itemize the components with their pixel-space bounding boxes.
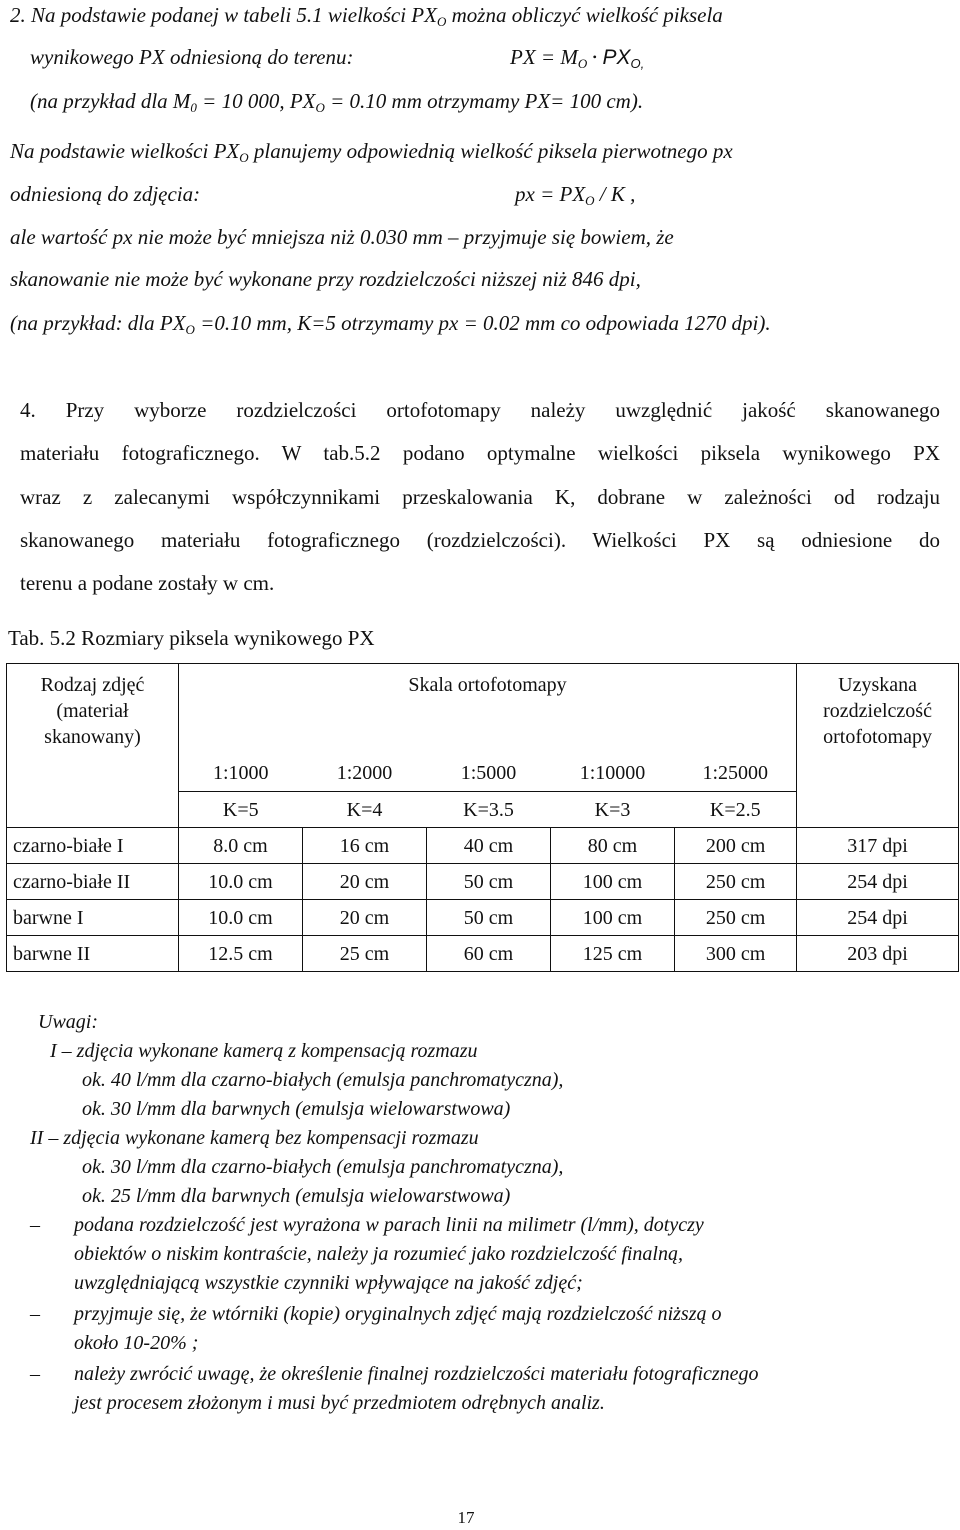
subscript: O (585, 193, 595, 208)
header-row (7, 664, 959, 756)
empty-cell (7, 792, 179, 828)
resolution-cell: 203 dpi (797, 936, 959, 972)
note-item-2b: ok. 25 l/mm dla barwnych (emulsja wielowarstwowa) (82, 1185, 511, 1207)
value-cell: 50 cm (427, 864, 551, 900)
scale-cell: 1:2000 (303, 756, 427, 792)
para2-line4 (10, 266, 641, 292)
value-cell: 250 cm (675, 900, 797, 936)
bullet-2-line: około 10-20% ; (74, 1332, 199, 1354)
note-item-1b: ok. 30 l/mm dla barwnych (emulsja wielowarstwowa) (82, 1098, 511, 1120)
note-item-2: II – zdjęcia wykonane kamerą bez kompensacji rozmazu (30, 1127, 479, 1149)
table-row (7, 828, 959, 864)
text: = 0.10 mm otrzymamy PX= 100 cm). (324, 89, 644, 113)
text: ale wartość px nie może być mniejsza niż 0.030 mm – przyjmuje się bowiem, że (10, 225, 674, 249)
resolution-cell: 317 dpi (797, 828, 959, 864)
text: =0.10 mm, K=5 otrzymamy px = 0.02 mm co odpowiada 1270 dpi). (194, 311, 771, 335)
para3-line4: skanowanego materiału fotograficznego (rozdzielczości). Wielkości PX są odniesione do (20, 528, 940, 552)
k-row (7, 792, 959, 828)
scale-row (7, 756, 959, 792)
value-cell: 10.0 cm (179, 900, 303, 936)
value-cell: 20 cm (303, 864, 427, 900)
header-resolution: Uzyskana rozdzielczość ortofotomapy (797, 664, 959, 756)
scale-cell: 1:5000 (427, 756, 551, 792)
text: PX = M (510, 45, 578, 69)
resolution-cell: 254 dpi (797, 900, 959, 936)
empty-cell (7, 756, 179, 792)
text: PX (596, 46, 631, 69)
para1-line3 (30, 88, 643, 114)
value-cell: 300 cm (675, 936, 797, 972)
value-cell: 50 cm (427, 900, 551, 936)
bullet-1-line: obiektów o niskim kontraście, należy ja rozumieć jako rozdzielczość finalną, (74, 1243, 683, 1265)
subscript: 0 (190, 100, 197, 115)
scale-cell: 1:10000 (551, 756, 675, 792)
text: (na przykład dla M (30, 89, 191, 113)
para3-line1: 4. Przy wyborze rozdzielczości ortofotomapy należy uwzględnić jakość skanowanego (20, 398, 940, 422)
dash-bullet: – (30, 1363, 40, 1385)
header-scale: Skala ortofotomapy (179, 664, 797, 756)
page-number: 17 (457, 1508, 475, 1527)
pixel-size-table (6, 663, 959, 972)
text: skanowanie nie może być wykonane przy rozdzielczości niższej niż 846 dpi, (10, 267, 641, 291)
text: 2. Na podstawie podanej w tabeli 5.1 wielkości PX (10, 3, 437, 27)
k-cell: K=3.5 (427, 792, 551, 828)
empty-cell (797, 792, 959, 828)
value-cell: 12.5 cm (179, 936, 303, 972)
row-type: czarno-białe I (7, 828, 179, 864)
row-type: czarno-białe II (7, 864, 179, 900)
para2-line2 (10, 181, 200, 207)
formula-px-small (515, 181, 635, 207)
subscript: O (315, 100, 325, 115)
para2-line3 (10, 224, 674, 250)
value-cell: 25 cm (303, 936, 427, 972)
para2-line1 (10, 138, 733, 164)
subscript: O (239, 150, 249, 165)
bullet-1-line: podana rozdzielczość jest wyrażona w parach linii na milimetr (l/mm), dotyczy (74, 1214, 704, 1236)
k-cell: K=4 (303, 792, 427, 828)
text: / K , (594, 182, 636, 206)
value-cell: 20 cm (303, 900, 427, 936)
scale-cell: 1:1000 (179, 756, 303, 792)
subscript: O (185, 322, 195, 337)
value-cell: 40 cm (427, 828, 551, 864)
bullet-1-line: uwzględniającą wszystkie czynniki wpływające na jakość zdjęć; (74, 1272, 583, 1294)
text: Na podstawie wielkości PX (10, 139, 240, 163)
note-item-1a: ok. 40 l/mm dla czarno-białych (emulsja panchromatyczna), (82, 1069, 564, 1091)
value-cell: 10.0 cm (179, 864, 303, 900)
text: px = PX (515, 182, 586, 206)
value-cell: 8.0 cm (179, 828, 303, 864)
para1-line1 (10, 2, 723, 28)
table-row (7, 864, 959, 900)
text: planujemy odpowiednią wielkość piksela pierwotnego px (248, 139, 733, 163)
subscript: O (436, 14, 447, 29)
value-cell: 100 cm (551, 864, 675, 900)
para1-line2 (30, 44, 354, 70)
para3-line2: materiału fotograficznego. W tab.5.2 podano optymalne wielkości piksela wynikowego PX (20, 441, 940, 465)
row-type: barwne I (7, 900, 179, 936)
value-cell: 200 cm (675, 828, 797, 864)
k-cell: K=3 (551, 792, 675, 828)
para3-line5: terenu a podane zostały w cm. (20, 571, 275, 595)
value-cell: 80 cm (551, 828, 675, 864)
value-cell: 100 cm (551, 900, 675, 936)
text: wynikowego PX odniesioną do terenu: (30, 45, 354, 69)
text: = 10 000, PX (196, 89, 316, 113)
dash-bullet: – (30, 1303, 40, 1325)
value-cell: 60 cm (427, 936, 551, 972)
value-cell: 125 cm (551, 936, 675, 972)
subscript: O, (630, 56, 645, 71)
k-cell: K=5 (179, 792, 303, 828)
note-item-1: I – zdjęcia wykonane kamerą z kompensacją rozmazu (50, 1040, 478, 1062)
header-type: Rodzaj zdjęć (materiał skanowany) (7, 664, 179, 756)
empty-cell (797, 756, 959, 792)
value-cell: 16 cm (303, 828, 427, 864)
table-caption: Tab. 5.2 Rozmiary piksela wynikowego PX (8, 626, 375, 650)
bullet-dot: • (592, 50, 597, 64)
bullet-2-line: przyjmuje się, że wtórniki (kopie) oryginalnych zdjęć mają rozdzielczość niższą o (74, 1303, 722, 1325)
scale-cell: 1:25000 (675, 756, 797, 792)
text: można obliczyć wielkość piksela (446, 3, 723, 27)
value-cell: 250 cm (675, 864, 797, 900)
formula-px (510, 44, 644, 71)
para2-line5 (10, 310, 771, 336)
bullet-3-line: jest procesem złożonym i musi być przedmiotem odrębnych analiz. (74, 1392, 605, 1414)
resolution-cell: 254 dpi (797, 864, 959, 900)
para3-line3: wraz z zalecanymi współczynnikami przeskalowania K, dobrane w zależności od rodzaju (20, 485, 940, 509)
subscript: O (577, 56, 588, 71)
k-cell: K=2.5 (675, 792, 797, 828)
notes-title: Uwagi: (38, 1011, 98, 1033)
text: odniesioną do zdjęcia: (10, 182, 201, 206)
table-row (7, 900, 959, 936)
dash-bullet: – (30, 1214, 40, 1236)
row-type: barwne II (7, 936, 179, 972)
table-row (7, 936, 959, 972)
bullet-3-line: należy zwrócić uwagę, że określenie finalnej rozdzielczości materiału fotograficznego (74, 1363, 759, 1385)
text: (na przykład: dla PX (10, 311, 186, 335)
note-item-2a: ok. 30 l/mm dla czarno-białych (emulsja panchromatyczna), (82, 1156, 564, 1178)
